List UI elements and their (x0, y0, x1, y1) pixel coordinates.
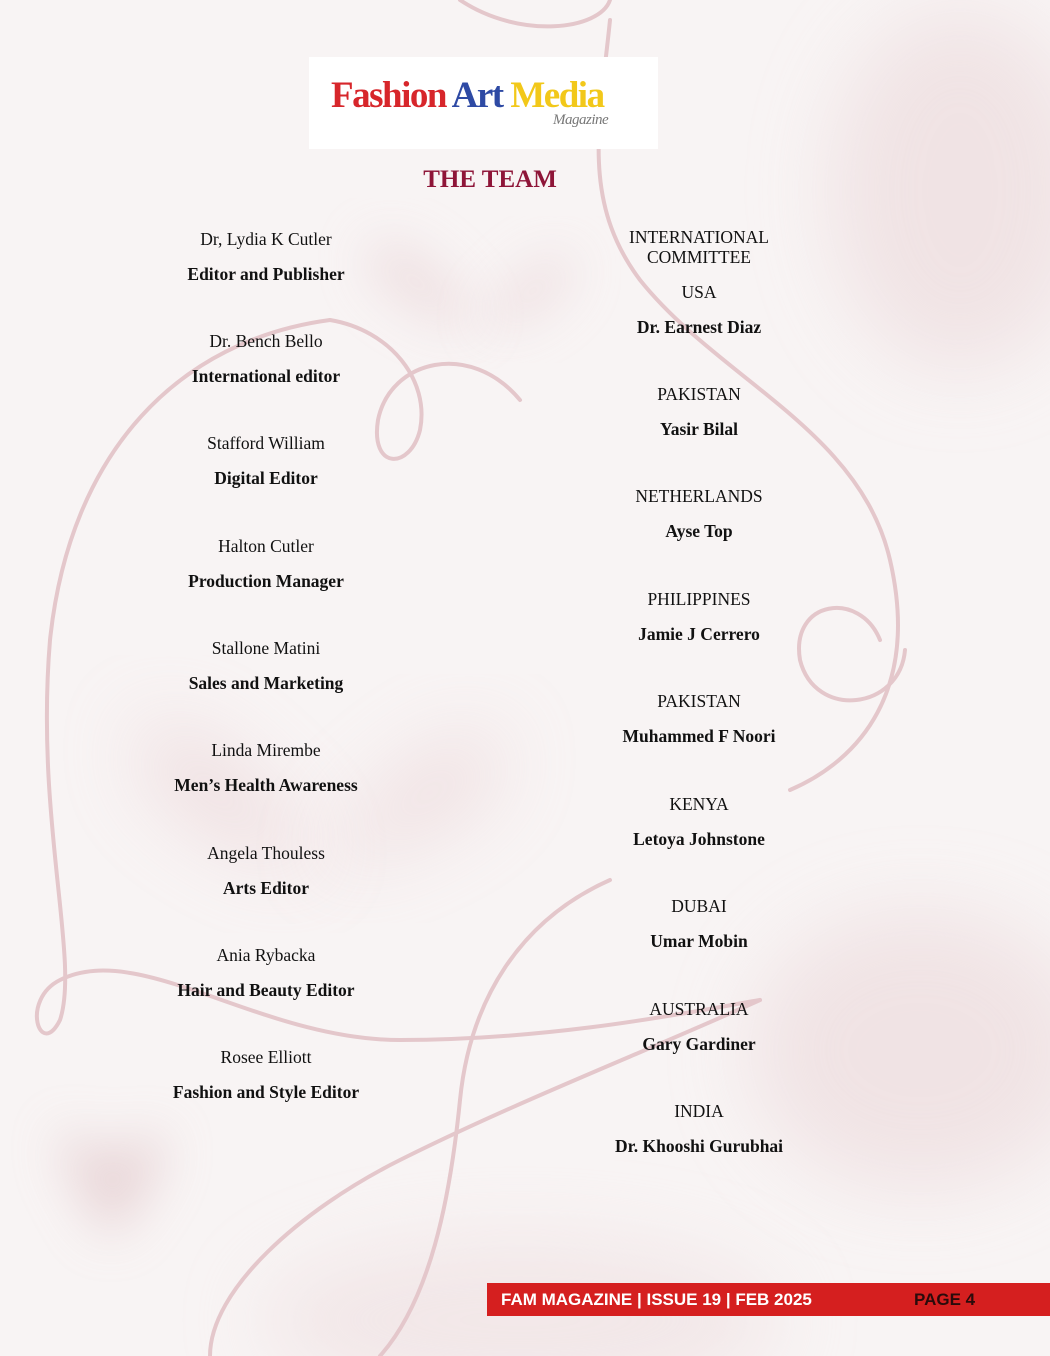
member-country: PAKISTAN (657, 384, 741, 404)
member-name: Rosee Elliott (220, 1047, 312, 1067)
committee-member (558, 999, 840, 1054)
member-name: Letoya Johnstone (633, 829, 765, 849)
team-member (125, 229, 407, 284)
logo-wordmark (331, 77, 604, 114)
magazine-logo (309, 57, 658, 149)
member-name: Stallone Matini (211, 638, 321, 658)
footer-page-number: PAGE 4 (914, 1290, 976, 1309)
footer-issue-info: FAM MAGAZINE | ISSUE 19 | FEB 2025 (501, 1290, 812, 1309)
member-role: Hair and Beauty Editor (177, 980, 355, 1000)
team-member (125, 331, 407, 386)
member-country: DUBAI (671, 896, 727, 916)
member-country: PAKISTAN (657, 691, 741, 711)
team-member (125, 740, 407, 795)
member-name: Gary Gardiner (642, 1034, 756, 1054)
member-role: Sales and Marketing (188, 673, 344, 693)
logo-subtitle: Magazine (553, 112, 609, 128)
member-role: Production Manager (188, 571, 344, 591)
member-country: PHILIPPINES (647, 589, 751, 609)
committee-heading-line1: INTERNATIONAL (629, 227, 769, 247)
team-member (125, 843, 407, 898)
member-role: Editor and Publisher (187, 264, 345, 284)
member-country: USA (681, 282, 717, 302)
member-name: Stafford William (207, 433, 325, 453)
committee-heading-line2: COMMITTEE (646, 247, 752, 267)
member-role: International editor (191, 366, 341, 386)
member-name: Dr, Lydia K Cutler (200, 229, 332, 249)
member-country: INDIA (674, 1101, 724, 1121)
member-name: Jamie J Cerrero (638, 624, 760, 644)
team-member (125, 638, 407, 693)
member-role: Digital Editor (214, 468, 318, 488)
member-country: NETHERLANDS (635, 486, 763, 506)
committee-member (558, 1101, 840, 1156)
member-name: Ayse Top (665, 521, 733, 541)
logo-word-art: Art (451, 75, 503, 116)
member-role: Fashion and Style Editor (172, 1082, 360, 1102)
member-role: Arts Editor (222, 878, 310, 898)
team-member (125, 536, 407, 591)
committee-member (558, 691, 840, 746)
committee-member (558, 589, 840, 644)
logo-word-media: Media (510, 75, 604, 116)
member-name: Angela Thouless (207, 843, 325, 863)
member-name: Muhammed F Noori (622, 726, 776, 746)
committee-member (558, 282, 840, 337)
committee-member (558, 896, 840, 951)
member-name: Ania Rybacka (216, 945, 316, 965)
team-member (125, 433, 407, 488)
member-name: Dr. Khooshi Gurubhai (614, 1136, 784, 1156)
member-name: Dr. Earnest Diaz (636, 317, 762, 337)
committee-heading (558, 227, 840, 267)
team-member (125, 1047, 407, 1102)
committee-member (558, 486, 840, 541)
member-name: Linda Mirembe (211, 740, 321, 760)
member-role: Men’s Health Awareness (174, 775, 358, 795)
member-country: AUSTRALIA (649, 999, 749, 1019)
member-name: Umar Mobin (650, 931, 748, 951)
page-title: THE TEAM (423, 166, 557, 193)
committee-member (558, 384, 840, 439)
committee-member (558, 794, 840, 849)
member-name: Dr. Bench Bello (209, 331, 323, 351)
footer-bar (487, 1283, 1050, 1316)
member-country: KENYA (669, 794, 729, 814)
logo-word-fashion: Fashion (331, 75, 446, 116)
member-name: Yasir Bilal (660, 419, 738, 439)
team-member (125, 945, 407, 1000)
member-name: Halton Cutler (218, 536, 314, 556)
